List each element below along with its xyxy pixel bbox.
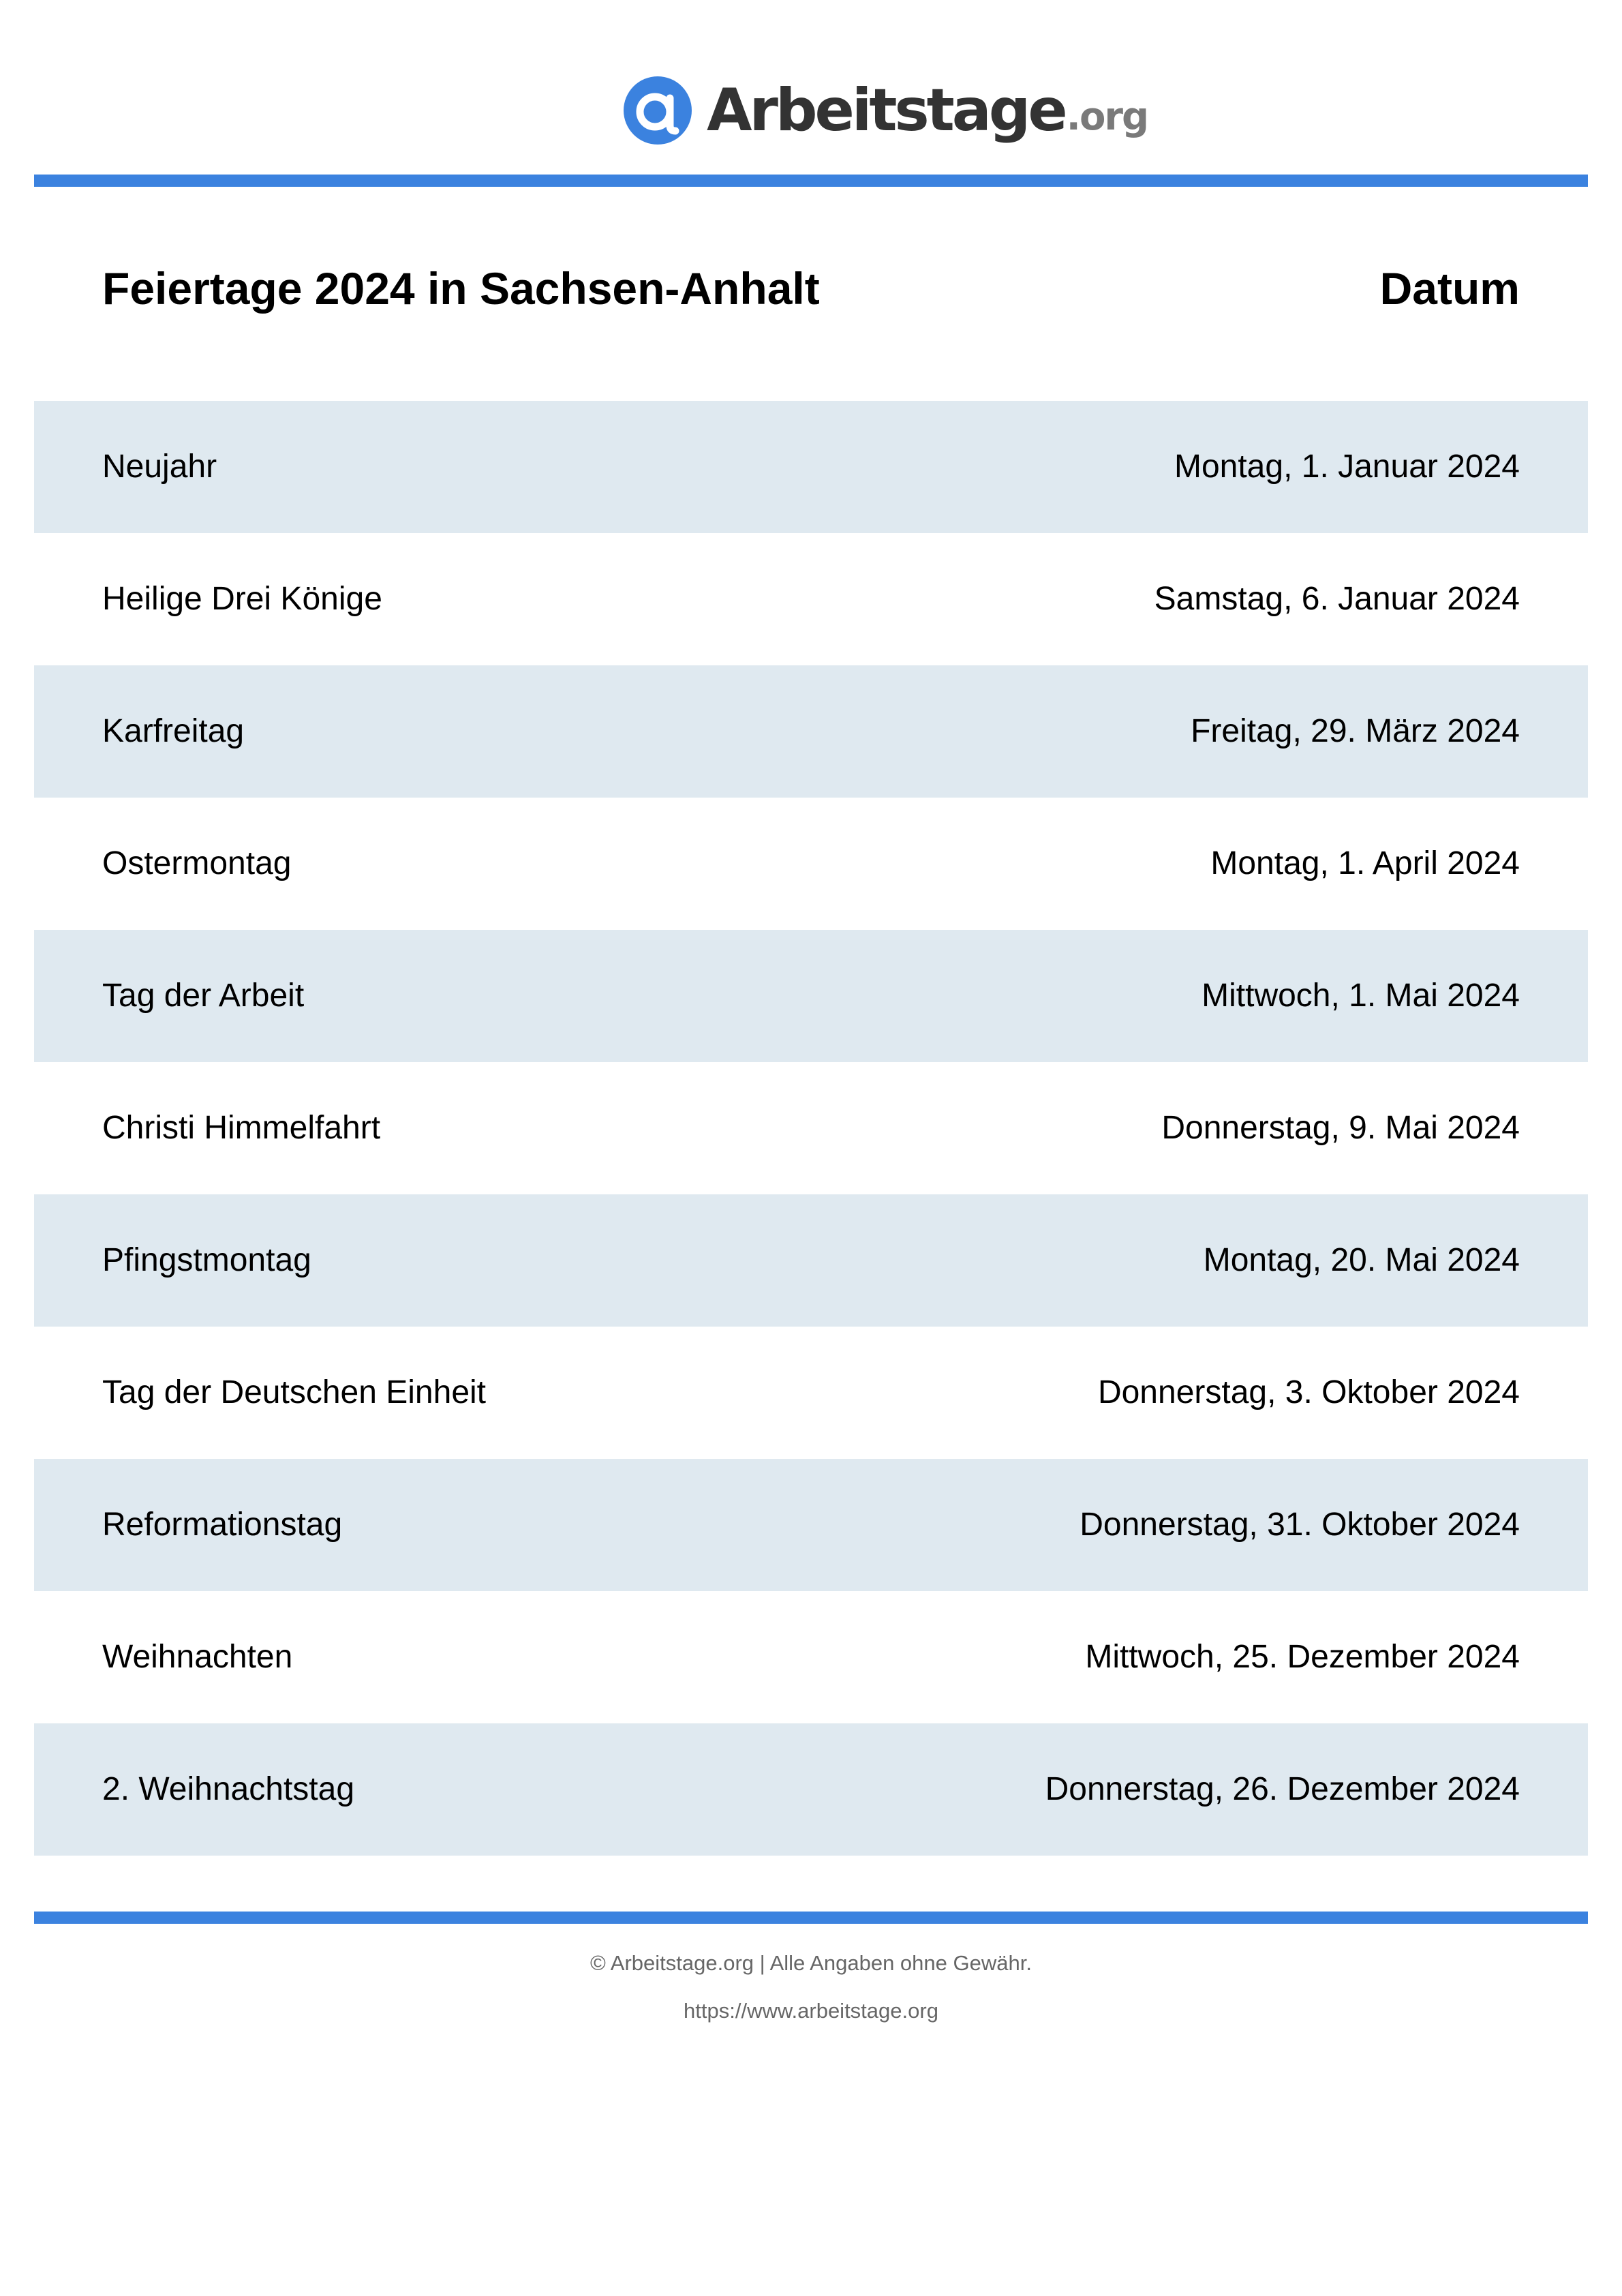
logo-tld: .org xyxy=(1066,95,1148,139)
site-logo[interactable] xyxy=(624,73,1148,148)
holiday-date: Freitag, 29. März 2024 xyxy=(1191,713,1520,749)
holiday-date: Samstag, 6. Januar 2024 xyxy=(1154,581,1520,617)
table-row xyxy=(34,1591,1588,1723)
table-row xyxy=(34,665,1588,798)
page-header xyxy=(0,0,1622,174)
holiday-name: Karfreitag xyxy=(102,713,245,749)
table-title: Feiertage 2024 in Sachsen-Anhalt xyxy=(102,263,820,314)
holiday-name: Tag der Arbeit xyxy=(102,978,305,1014)
holiday-date: Donnerstag, 9. Mai 2024 xyxy=(1161,1110,1520,1146)
holiday-date: Montag, 20. Mai 2024 xyxy=(1203,1242,1520,1278)
holiday-name: Ostermontag xyxy=(102,845,292,881)
date-column-header: Datum xyxy=(1379,263,1520,314)
table-row xyxy=(34,1327,1588,1459)
at-sign-icon xyxy=(624,76,692,145)
top-divider xyxy=(34,175,1588,187)
holiday-date: Mittwoch, 25. Dezember 2024 xyxy=(1085,1639,1520,1675)
bottom-divider xyxy=(34,1912,1588,1924)
logo-name: Arbeitstage xyxy=(707,76,1065,145)
holiday-date: Donnerstag, 26. Dezember 2024 xyxy=(1045,1771,1520,1807)
footer-copyright: © Arbeitstage.org | Alle Angaben ohne Gewähr. xyxy=(590,1951,1032,1975)
table-row xyxy=(34,533,1588,665)
holiday-date: Mittwoch, 1. Mai 2024 xyxy=(1202,978,1520,1014)
table-row xyxy=(34,1194,1588,1327)
table-row xyxy=(34,1459,1588,1591)
footer-url-link[interactable]: https://www.arbeitstage.org xyxy=(684,1999,938,2023)
table-row xyxy=(34,930,1588,1062)
holiday-date: Montag, 1. Januar 2024 xyxy=(1174,449,1520,485)
holiday-name: Heilige Drei Könige xyxy=(102,581,382,617)
table-row xyxy=(34,401,1588,533)
holiday-name: Christi Himmelfahrt xyxy=(102,1110,381,1146)
table-header xyxy=(34,245,1588,348)
holiday-name: Tag der Deutschen Einheit xyxy=(102,1374,487,1410)
holiday-name: Neujahr xyxy=(102,449,217,485)
table-row xyxy=(34,1723,1588,1856)
holiday-date: Donnerstag, 31. Oktober 2024 xyxy=(1080,1507,1520,1543)
holiday-name: Weihnachten xyxy=(102,1639,293,1675)
holiday-date: Donnerstag, 3. Oktober 2024 xyxy=(1097,1374,1520,1410)
table-row xyxy=(34,1062,1588,1194)
table-row xyxy=(34,798,1588,930)
holiday-table xyxy=(34,401,1588,1856)
holiday-name: 2. Weihnachtstag xyxy=(102,1771,355,1807)
holiday-date: Montag, 1. April 2024 xyxy=(1210,845,1520,881)
holiday-name: Reformationstag xyxy=(102,1507,343,1543)
holiday-name: Pfingstmontag xyxy=(102,1242,311,1278)
